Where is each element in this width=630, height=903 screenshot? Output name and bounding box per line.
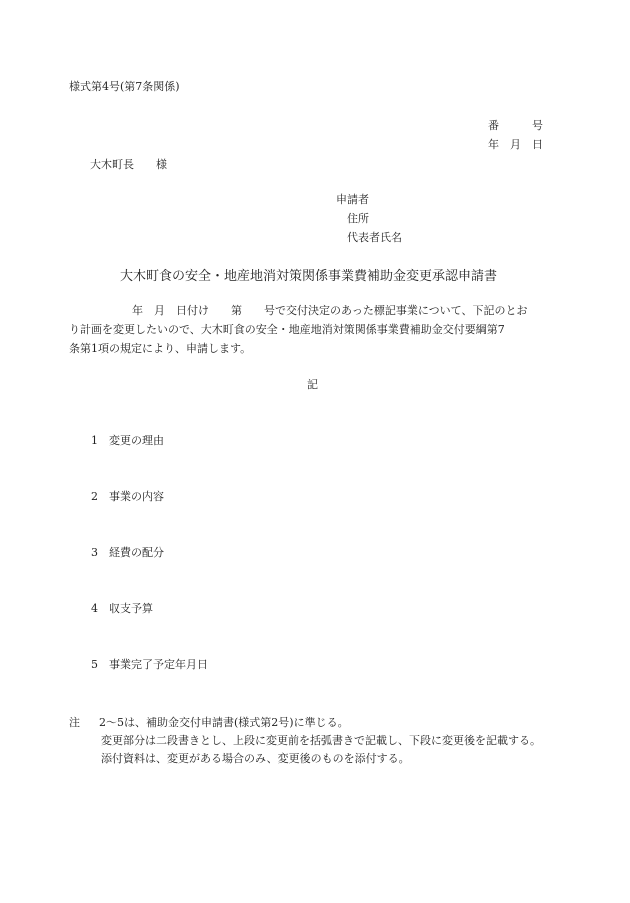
notes-line-1: 2～5は、補助金交付申請書(様式第2号)に準じる。: [99, 716, 349, 729]
list-item-number: 5: [91, 658, 98, 671]
list-item-number: 1: [91, 434, 98, 447]
applicant-heading: 申請者: [336, 193, 369, 206]
list-item-label: 変更の理由: [109, 434, 164, 447]
list-item-number: 3: [91, 546, 98, 559]
number-line: 番 号: [488, 119, 543, 132]
notes-label: 注: [69, 716, 80, 729]
body-line-2: り計画を変更したいので、大木町食の安全・地産地消対策関係事業費補助金交付要綱第7: [69, 323, 505, 336]
ki-heading: 記: [307, 378, 318, 391]
document-title: 大木町食の安全・地産地消対策関係事業費補助金変更承認申請書: [120, 269, 498, 284]
addressee: 大木町長 様: [90, 158, 167, 171]
date-line: 年 月 日: [488, 138, 543, 151]
list-item-label: 事業の内容: [109, 490, 164, 503]
applicant-representative-label: 代表者氏名: [347, 231, 402, 244]
list-item-number: 2: [91, 490, 98, 503]
body-line-3: 条第1項の規定により、申請します。: [69, 342, 252, 355]
applicant-address-label: 住所: [347, 212, 369, 225]
list-item-label: 収支予算: [109, 602, 153, 615]
notes-line-3: 添付資料は、変更がある場合のみ、変更後のものを添付する。: [101, 752, 410, 765]
body-line-1: 年 月 日付け 第 号で交付決定のあった標記事業について、下記のとお: [132, 304, 528, 317]
list-item-label: 事業完了予定年月日: [109, 658, 208, 671]
notes-line-2: 変更部分は二段書きとし、上段に変更前を括弧書きで記載し、下段に変更後を記載する。: [101, 734, 541, 747]
list-item-label: 経費の配分: [109, 546, 164, 559]
list-item-number: 4: [91, 602, 98, 615]
form-number: 様式第4号(第7条関係): [69, 80, 180, 93]
